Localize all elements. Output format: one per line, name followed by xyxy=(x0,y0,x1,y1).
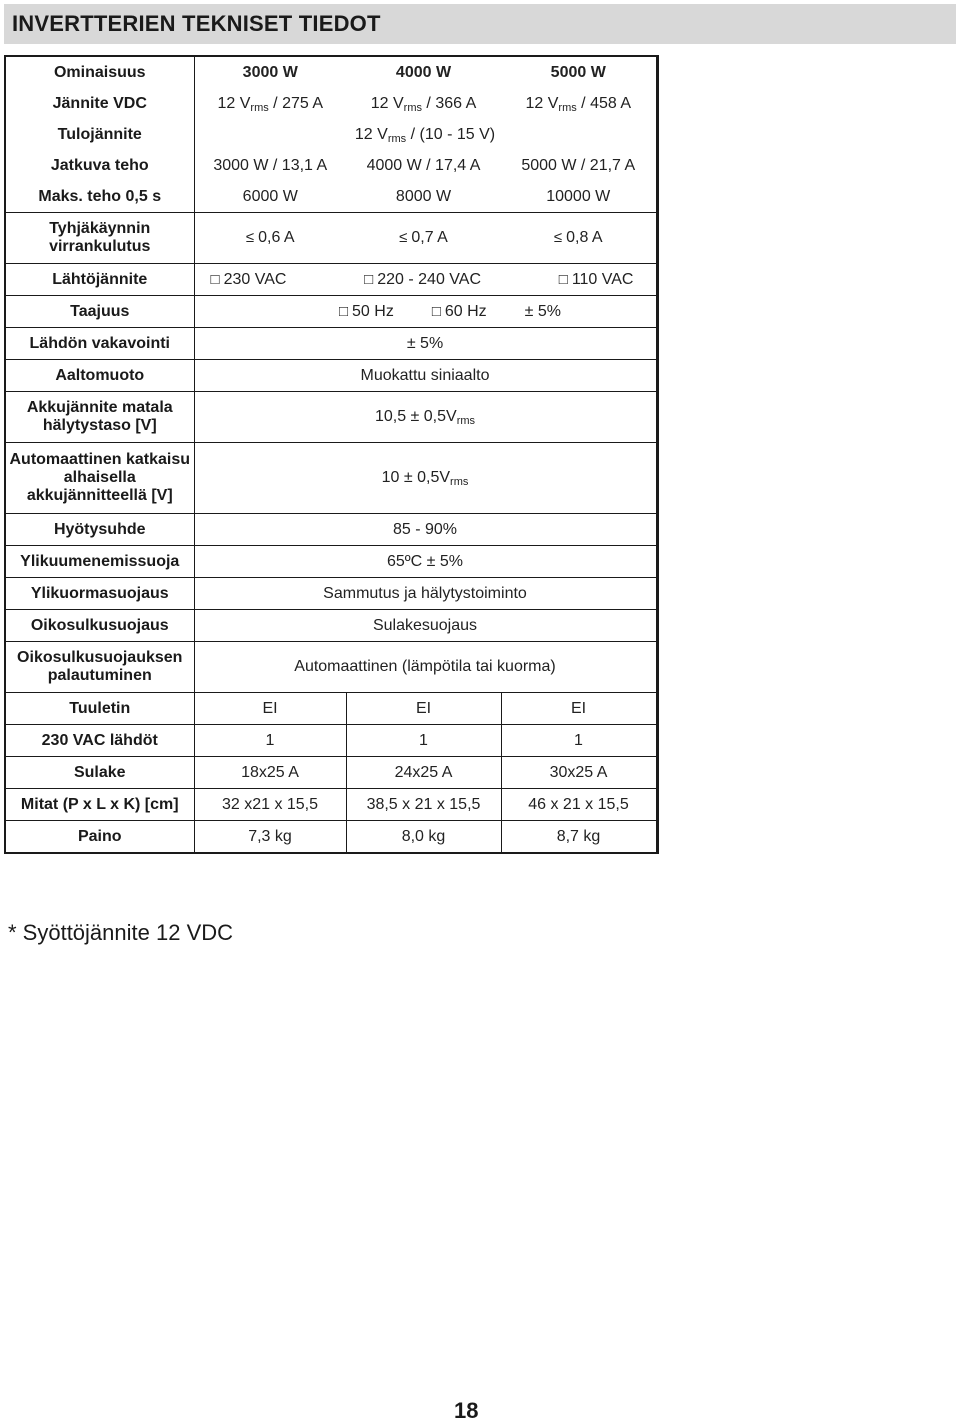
cell-value: 3000 W / 13,1 A xyxy=(213,156,328,174)
page-title: INVERTTERIEN TEKNISET TIEDOT xyxy=(12,11,381,36)
cell-value: □ 50 Hz □ 60 Hz ± 5% xyxy=(194,296,657,328)
cell-value: 38,5 x 21 x 15,5 xyxy=(346,789,501,821)
row-label: Sulake xyxy=(5,757,194,789)
header-col-5000: 5000 W xyxy=(550,63,606,81)
checkbox-icon: □ xyxy=(431,302,441,320)
table-row xyxy=(5,725,657,757)
cell-value: 18x25 A xyxy=(194,757,346,789)
table-row xyxy=(5,119,657,150)
cell-value: 10000 W xyxy=(501,181,657,213)
cell-value: □ 230 VAC □ 220 - 240 VAC □ 110 VAC xyxy=(194,264,657,296)
row-label: Maks. teho 0,5 s xyxy=(5,181,194,213)
cell-value: 8,0 kg xyxy=(346,821,501,854)
row-label: Lähtöjännite xyxy=(5,264,194,296)
cell-value: Sammutus ja hälytystoiminto xyxy=(194,578,657,610)
row-label: Oikosulkusuojauksen palautuminen xyxy=(5,642,194,693)
table-row xyxy=(5,213,657,264)
less-equal-icon: ≤ xyxy=(553,229,563,246)
cell-value: EI xyxy=(501,693,657,725)
table-row xyxy=(5,264,657,296)
cell-value: ± 5% xyxy=(194,328,657,360)
cell-value: EI xyxy=(346,693,501,725)
header-col-3000: 3000 W xyxy=(242,63,298,81)
checkbox-icon: □ xyxy=(364,270,374,288)
cell-value: 6000 W xyxy=(194,181,346,213)
less-equal-icon: ≤ xyxy=(399,229,408,246)
header-col-4000: 4000 W xyxy=(395,63,452,81)
cell-value: EI xyxy=(194,693,346,725)
table-row xyxy=(5,757,657,789)
row-label: Jännite VDC xyxy=(5,88,194,119)
table-row xyxy=(5,789,657,821)
checkbox-icon: □ xyxy=(558,270,568,288)
checkbox-icon: □ xyxy=(338,302,349,320)
footnote: * Syöttöjännite 12 VDC xyxy=(8,920,234,945)
table-header-row xyxy=(5,56,657,88)
cell-value: 1 xyxy=(346,725,501,757)
cell-value: $10,5 \pm 0,5V_{rms}$ xyxy=(194,392,657,443)
cell-value: ≤ 0,6 A xyxy=(194,213,346,264)
row-label: Aaltomuoto xyxy=(5,360,194,392)
cell-value: 65ºC ± 5% xyxy=(194,546,657,578)
table-row xyxy=(5,514,657,546)
row-label: Automaattinen katkaisu alhaisella akkujännitteellä [V] xyxy=(5,443,194,514)
cell-value: 12 $V_{rms} / 275$ A xyxy=(217,94,323,114)
spec-table xyxy=(4,55,659,854)
cell-value: Automaattinen (lämpötila tai kuorma) xyxy=(194,642,657,693)
cell-value: Muokattu siniaalto xyxy=(194,360,657,392)
table-row xyxy=(5,181,657,213)
cell-value: 32 x21 x 15,5 xyxy=(194,789,346,821)
cell-value: Sulakesuojaus xyxy=(194,610,657,642)
row-label: Ylikuumenemissuoja xyxy=(5,546,194,578)
row-label: Akkujännite matala hälytystaso [V] xyxy=(5,392,194,443)
cell-value: 4000 W / 17,4 A xyxy=(366,156,481,174)
page-number: 18 xyxy=(454,1398,479,1423)
cell-value: 85 - 90% xyxy=(194,514,657,546)
table-row xyxy=(5,88,657,119)
cell-value: 5000 W / 21,7 A xyxy=(521,156,636,174)
table-row xyxy=(5,360,657,392)
checkbox-icon: □ xyxy=(210,270,220,288)
cell-value: 8000 W xyxy=(346,181,501,213)
row-label: Ylikuormasuojaus xyxy=(5,578,194,610)
row-label: Oikosulkusuojaus xyxy=(5,610,194,642)
row-label: Lähdön vakavointi xyxy=(5,328,194,360)
page-title-bar xyxy=(4,4,956,44)
table-row xyxy=(5,296,657,328)
table-row xyxy=(5,392,657,443)
row-label: Tyhjäkäynnin virrankulutus xyxy=(5,213,194,264)
cell-value: 12 $V_{rms} / 458$ A xyxy=(525,94,631,114)
row-label: Tuuletin xyxy=(5,693,194,725)
table-row xyxy=(5,610,657,642)
table-row xyxy=(5,642,657,693)
table-row xyxy=(5,821,657,854)
cell-value: 30x25 A xyxy=(501,757,657,789)
cell-value: 12 $V_{rms} / 366$ A xyxy=(370,94,477,114)
cell-value: 46 x 21 x 15,5 xyxy=(501,789,657,821)
table-row xyxy=(5,693,657,725)
row-label: Tulojännite xyxy=(5,119,194,150)
less-equal-icon: ≤ xyxy=(245,229,255,246)
cell-value: 7,3 kg xyxy=(194,821,346,854)
table-row xyxy=(5,443,657,514)
cell-value: ≤ 0,7 A xyxy=(346,213,501,264)
table-row xyxy=(5,546,657,578)
cell-value: 8,7 kg xyxy=(556,827,601,845)
table-row xyxy=(5,578,657,610)
header-label: Ominaisuus xyxy=(5,56,194,88)
row-label: 230 VAC lähdöt xyxy=(5,725,194,757)
cell-value: 24x25 A xyxy=(346,757,501,789)
row-label: Paino xyxy=(5,821,194,854)
row-label: Mitat (P x L x K) [cm] xyxy=(5,789,194,821)
row-label: Jatkuva teho xyxy=(5,150,194,181)
cell-value: 1 xyxy=(194,725,346,757)
cell-value: 1 xyxy=(501,725,657,757)
table-row xyxy=(5,328,657,360)
cell-value: $10 \pm 0,5V_{rms}$ xyxy=(194,443,657,514)
cell-value: 12 $V_{rms} / (10 - 15$ V) xyxy=(354,125,496,145)
table-row xyxy=(5,150,657,181)
cell-value: ≤ 0,8 A xyxy=(501,213,657,264)
row-label: Hyötysuhde xyxy=(5,514,194,546)
row-label: Taajuus xyxy=(5,296,194,328)
